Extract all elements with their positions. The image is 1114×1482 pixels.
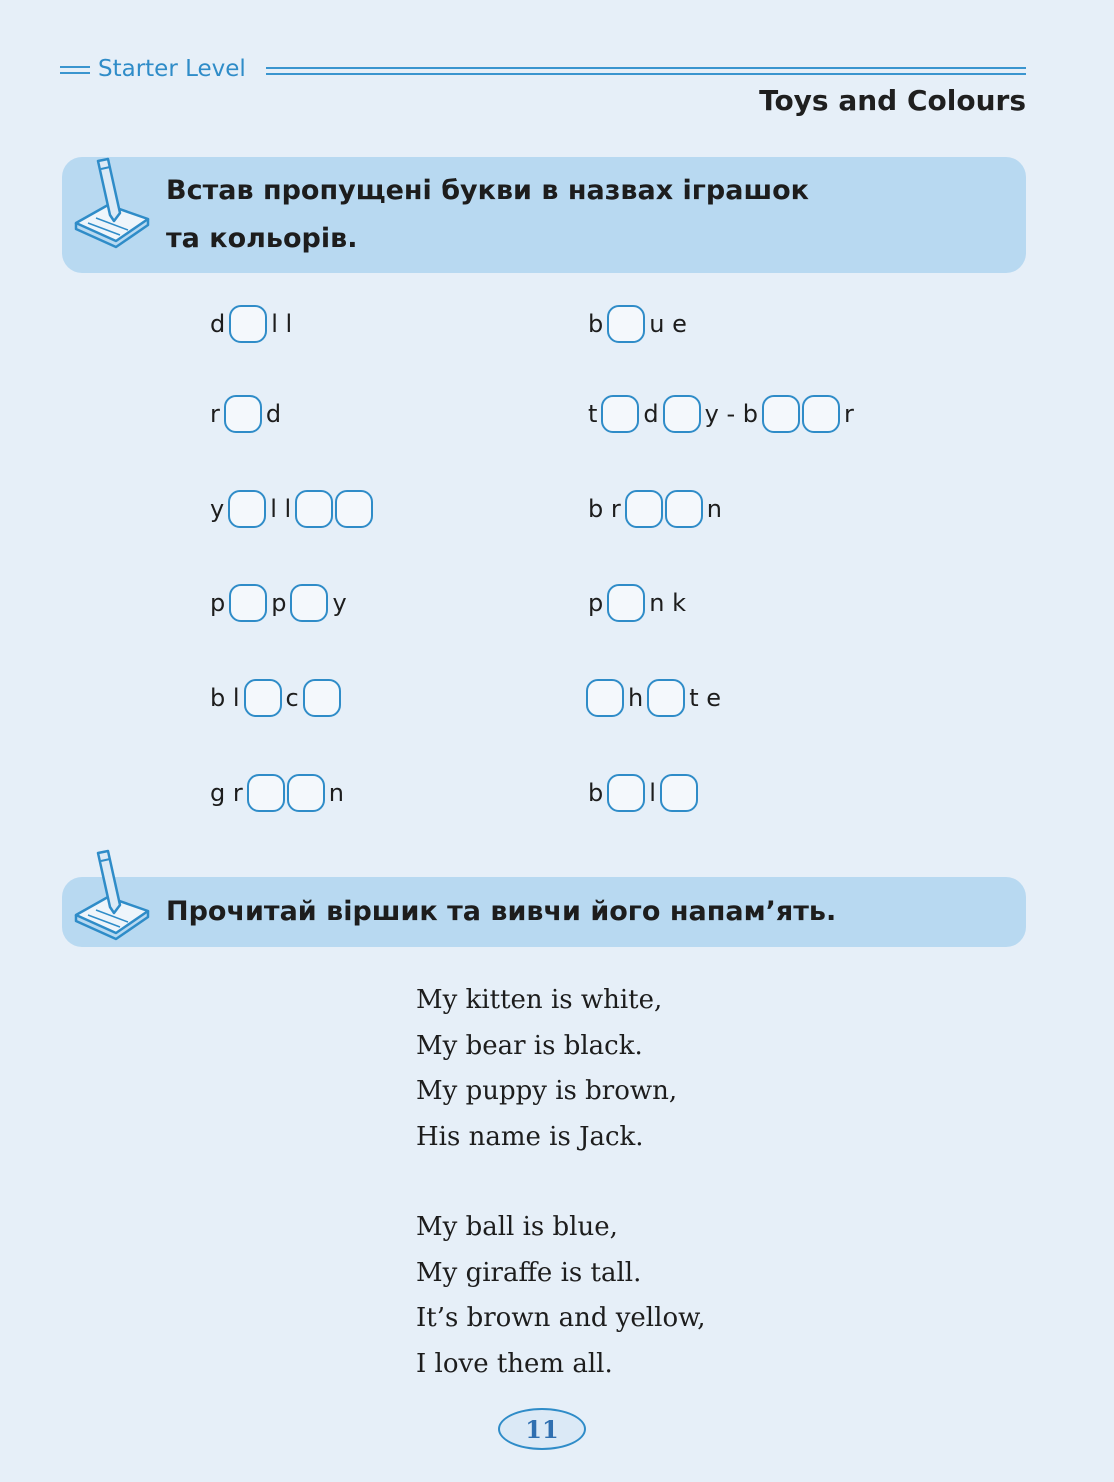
letter-box[interactable]	[290, 584, 328, 622]
task1-banner	[62, 157, 1026, 273]
word-letters: n	[706, 495, 722, 523]
letter-box[interactable]	[625, 490, 663, 528]
word-puzzle	[208, 488, 373, 530]
letter-box[interactable]	[247, 774, 285, 812]
letter-box[interactable]	[303, 679, 341, 717]
stanza-gap	[416, 1160, 706, 1205]
letter-box[interactable]	[762, 395, 800, 433]
letter-box[interactable]	[586, 679, 624, 717]
word-letters: p	[210, 589, 226, 617]
letter-box[interactable]	[802, 395, 840, 433]
word-letters: b r	[588, 495, 621, 523]
word-letters: p	[271, 589, 287, 617]
task1-instruction-line1: Встав пропущені букви в назвах іграшок	[166, 175, 810, 206]
pencil-notebook-icon	[68, 157, 158, 267]
word-letters: d	[265, 400, 282, 428]
word-letters: h	[628, 684, 644, 712]
word-letters: t	[588, 400, 598, 428]
letter-box[interactable]	[607, 305, 645, 343]
word-letters: d	[643, 400, 659, 428]
word-letters: b l	[210, 684, 240, 712]
word-puzzle	[586, 772, 698, 814]
letter-box[interactable]	[335, 490, 373, 528]
poem-line: My puppy is brown,	[416, 1076, 678, 1106]
letter-box[interactable]	[663, 395, 701, 433]
task2-banner	[62, 877, 1026, 947]
word-letters: y - b	[704, 400, 759, 428]
letter-box[interactable]	[607, 774, 645, 812]
letter-box[interactable]	[647, 679, 685, 717]
letter-box[interactable]	[607, 584, 645, 622]
task2-instruction: Прочитай віршик та вивчи його напам’ять.	[166, 896, 837, 927]
word-letters: p	[588, 589, 604, 617]
page-number: 11	[498, 1408, 586, 1450]
poem-line: I love them all.	[416, 1348, 613, 1379]
word-letters: n k	[649, 589, 686, 617]
word-letters: b	[588, 310, 604, 338]
poem	[416, 978, 706, 1387]
poem-line: My kitten is white,	[416, 985, 663, 1015]
word-letters: b	[588, 779, 604, 807]
word-letters: n	[328, 779, 344, 807]
word-puzzle	[208, 772, 346, 814]
letter-box[interactable]	[295, 490, 333, 528]
poem-line: His name is Jack.	[416, 1121, 644, 1152]
letter-box[interactable]	[228, 490, 266, 528]
word-letters: y	[332, 589, 347, 617]
level-label: Starter Level	[98, 56, 246, 82]
letter-box[interactable]	[229, 305, 267, 343]
word-letters: l	[649, 779, 656, 807]
word-puzzle	[586, 393, 856, 435]
word-letters: y	[210, 495, 225, 523]
word-puzzle	[586, 677, 723, 719]
poem-line: My giraffe is tall.	[416, 1257, 642, 1288]
word-letters: d	[210, 310, 226, 338]
header-rule-left	[60, 66, 90, 75]
word-letters: l l	[270, 495, 292, 523]
word-letters: u e	[649, 310, 687, 338]
letter-box[interactable]	[665, 490, 703, 528]
word-puzzle	[586, 488, 724, 530]
letter-box[interactable]	[244, 679, 282, 717]
word-letters: r	[210, 400, 220, 428]
letter-box[interactable]	[601, 395, 639, 433]
word-letters: t e	[689, 684, 722, 712]
word-puzzle	[208, 393, 283, 435]
word-puzzle	[208, 677, 341, 719]
pencil-notebook-icon	[68, 849, 158, 959]
word-letters: c	[285, 684, 299, 712]
letter-box[interactable]	[660, 774, 698, 812]
word-puzzle	[208, 582, 349, 624]
letter-box[interactable]	[229, 584, 267, 622]
header-rule-right	[266, 67, 1026, 76]
poem-line: My ball is blue,	[416, 1212, 618, 1242]
poem-line: It’s brown and yellow,	[416, 1303, 706, 1333]
word-puzzle	[208, 303, 294, 345]
letter-box[interactable]	[287, 774, 325, 812]
word-letters: r	[844, 400, 854, 428]
word-letters: g r	[210, 779, 243, 807]
task1-instruction	[166, 167, 809, 263]
word-puzzle	[586, 303, 689, 345]
poem-line: My bear is black.	[416, 1030, 643, 1061]
task1-instruction-line2: та кольорів.	[166, 223, 358, 254]
letter-box[interactable]	[224, 395, 262, 433]
word-puzzle	[586, 582, 688, 624]
word-letters: l l	[271, 310, 293, 338]
topic-title: Toys and Colours	[759, 84, 1026, 117]
